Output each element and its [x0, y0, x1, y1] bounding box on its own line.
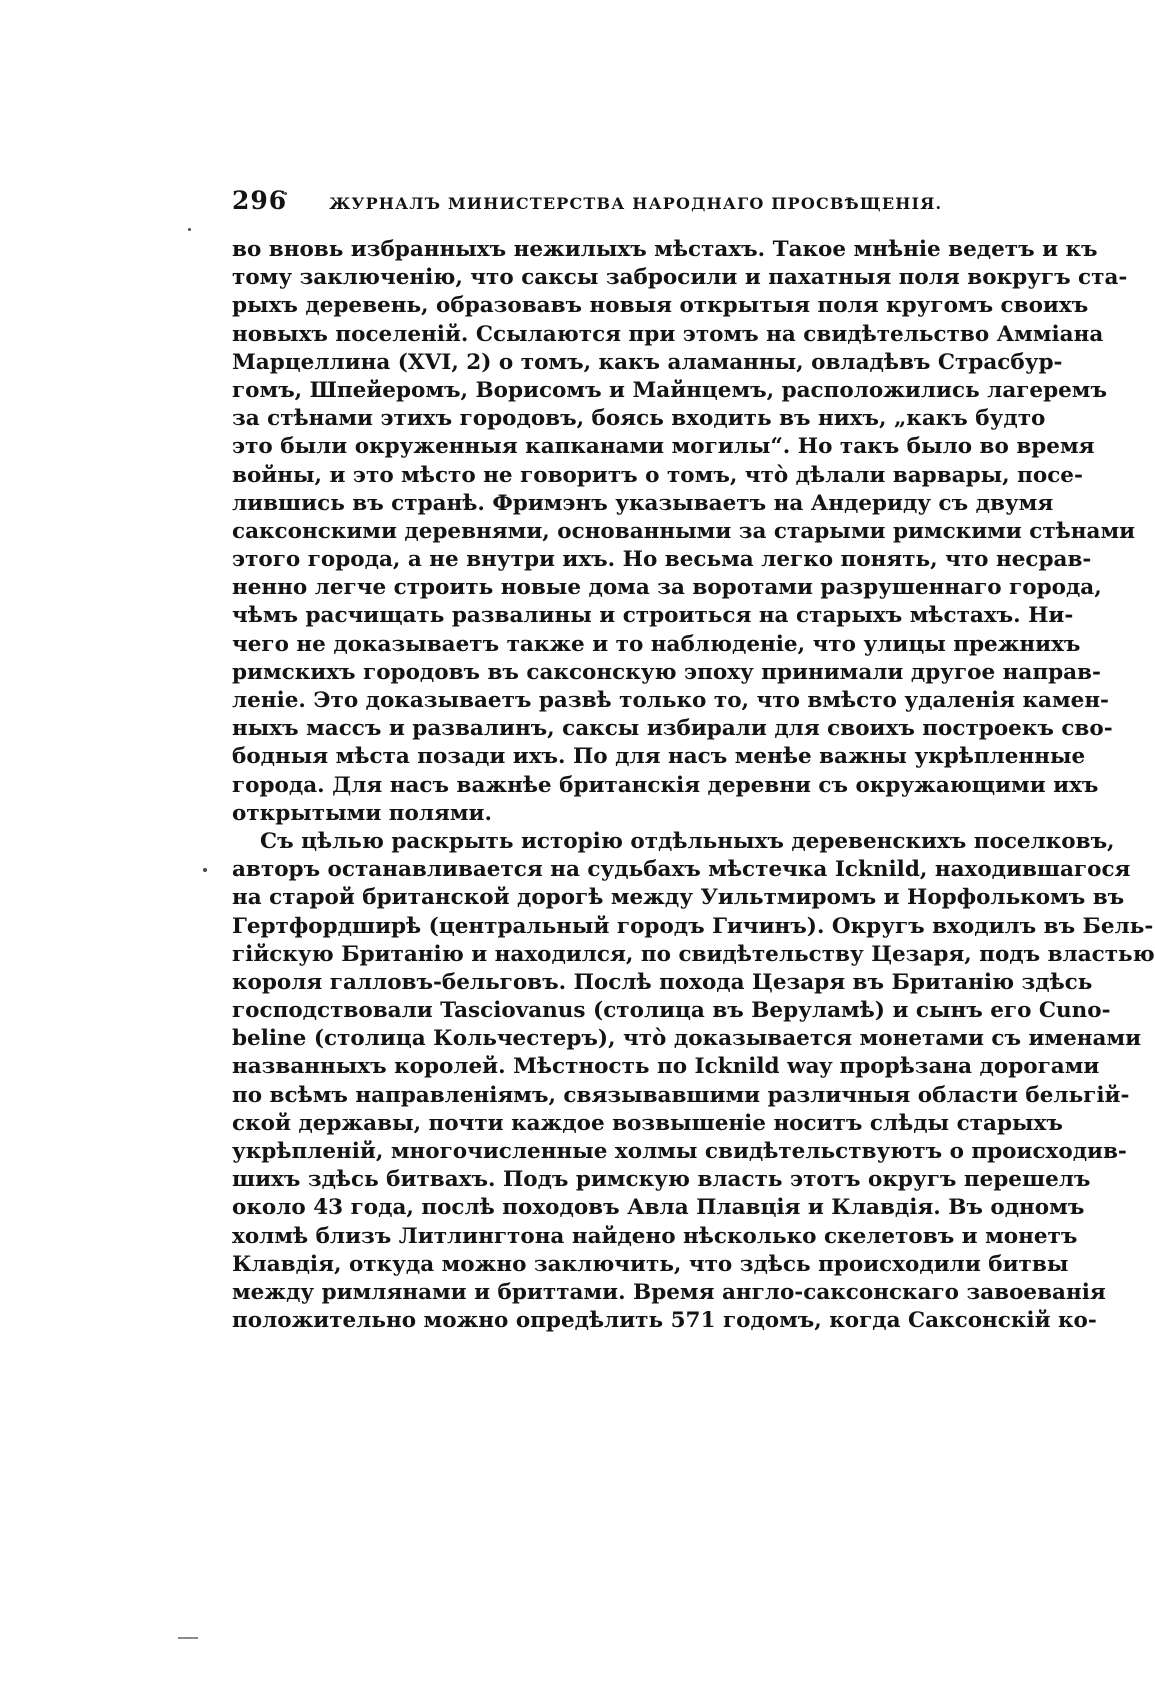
text-line: короля галловъ-бельговъ. Послѣ похода Цезаря въ Британію здѣсь: [232, 969, 1093, 995]
ink-speck: [188, 228, 191, 231]
text-line: саксонскими деревнями, основанными за старыми римскими стѣнами: [232, 518, 1136, 544]
paragraph-2: [232, 828, 1155, 1335]
text-line: за стѣнами этихъ городовъ, боясь входить въ нихъ, „какъ будто: [232, 406, 1046, 432]
text-line: чего не доказываетъ также и то наблюденіе, что улицы прежнихъ: [232, 631, 1081, 657]
margin-dash: [178, 1637, 198, 1639]
text-line: по всѣмъ направленіямъ, связывавшими различныя области бельгій-: [232, 1082, 1130, 1108]
page-number: 296: [232, 186, 288, 215]
text-line: города. Для насъ важнѣе британскія деревни съ окружающими ихъ: [232, 772, 1099, 798]
text-line: лившись въ странѣ. Фримэнъ указываетъ на Андериду съ двумя: [232, 490, 1054, 516]
text-line: рыхъ деревень, образовавъ новыя открытыя поля кругомъ своихъ: [232, 293, 1089, 319]
running-head: [232, 186, 1002, 216]
journal-title: ЖУРНАЛЪ МИНИСТЕРСТВА НАРОДНАГО ПРОСВѢЩЕНІЯ.: [329, 194, 943, 213]
text-line: этого города, а не внутри ихъ. Но весьма легко понять, что несрав-: [232, 547, 1092, 573]
text-line: во вновь избранныхъ нежилыхъ мѣстахъ. Такое мнѣніе ведетъ и къ: [232, 237, 1098, 262]
text-line: открытыми полями.: [232, 800, 492, 826]
text-line: бодныя мѣста позади ихъ. По для насъ менѣе важны укрѣпленные: [232, 744, 1086, 770]
text-line: Съ цѣлью раскрыть исторію отдѣльныхъ деревенскихъ поселковъ,: [260, 828, 1115, 854]
text-line: между римлянами и бриттами. Время англо-саксонскаго завоеванія: [232, 1279, 1106, 1305]
text-line: положительно можно опредѣлить 571 годомъ, когда Саксонскій ко-: [232, 1308, 1097, 1334]
text-line: Марцеллина (XVI, 2) о томъ, какъ аламанны, овладѣвъ Страсбур-: [232, 349, 1063, 375]
text-line: названныхъ королей. Мѣстность по Icknild way прорѣзана дорогами: [232, 1054, 1100, 1080]
text-line: господствовали Tasciovanus (столица въ Веруламѣ) и сынъ его Cuno-: [232, 998, 1111, 1024]
text-line: на старой британской дорогѣ между Уильтмиромъ и Норфолькомъ въ: [232, 885, 1125, 911]
text-line: около 43 года, послѣ походовъ Авла Плавція и Клавдія. Въ одномъ: [232, 1195, 1085, 1221]
text-line: ныхъ массъ и развалинъ, саксы избирали для своихъ построекъ сво-: [232, 716, 1113, 742]
text-line: шихъ здѣсь битвахъ. Подъ римскую власть этотъ округъ перешелъ: [232, 1167, 1091, 1193]
text-line: тому заключенію, что саксы забросили и пахатныя поля вокругъ ста-: [232, 265, 1128, 291]
text-line: ской державы, почти каждое возвышеніе носитъ слѣды старыхъ: [232, 1110, 1063, 1136]
text-line: Клавдія, откуда можно заключить, что здѣсь происходили битвы: [232, 1251, 1069, 1277]
text-line: холмѣ близъ Литлингтона найдено нѣсколько скелетовъ и монетъ: [232, 1223, 1078, 1249]
paragraph-1: [232, 236, 1136, 828]
text-line: Гертфордширѣ (центральный городъ Гичинъ). Округъ входилъ въ Бель-: [232, 913, 1154, 939]
text-line: римскихъ городовъ въ саксонскую эпоху принимали другое направ-: [232, 659, 1101, 685]
text-line: beline (столица Кольчестеръ), что̀ доказывается монетами съ именами: [232, 1026, 1142, 1052]
text-line: гійскую Британію и находился, по свидѣтельству Цезаря, подъ властью: [232, 941, 1155, 967]
text-line: леніе. Это доказываетъ развѣ только то, что вмѣсто удаленія камен-: [232, 688, 1109, 713]
text-line: ненно легче строить новые дома за воротами разрушеннаго города,: [232, 575, 1102, 601]
text-line: новыхъ поселеній. Ссылаются при этомъ на свидѣтельство Амміана: [232, 321, 1104, 347]
text-line: войны, и это мѣсто не говоритъ о томъ, что̀ дѣлали варвары, посе-: [232, 462, 1083, 488]
text-line: укрѣпленій, многочисленные холмы свидѣтельствуютъ о происходив-: [232, 1139, 1127, 1164]
text-line: авторъ останавливается на судьбахъ мѣстечка Icknild, находившагося: [232, 857, 1131, 883]
body-text: [232, 236, 1155, 1335]
text-line: это были окруженныя капканами могилы“. Но такъ было во время: [232, 434, 1095, 460]
ink-speck: [203, 868, 207, 872]
text-line: чѣмъ расчищать развалины и строиться на старыхъ мѣстахъ. Ни-: [232, 603, 1074, 629]
text-line: гомъ, Шпейеромъ, Ворисомъ и Майнцемъ, расположились лагеремъ: [232, 377, 1107, 403]
